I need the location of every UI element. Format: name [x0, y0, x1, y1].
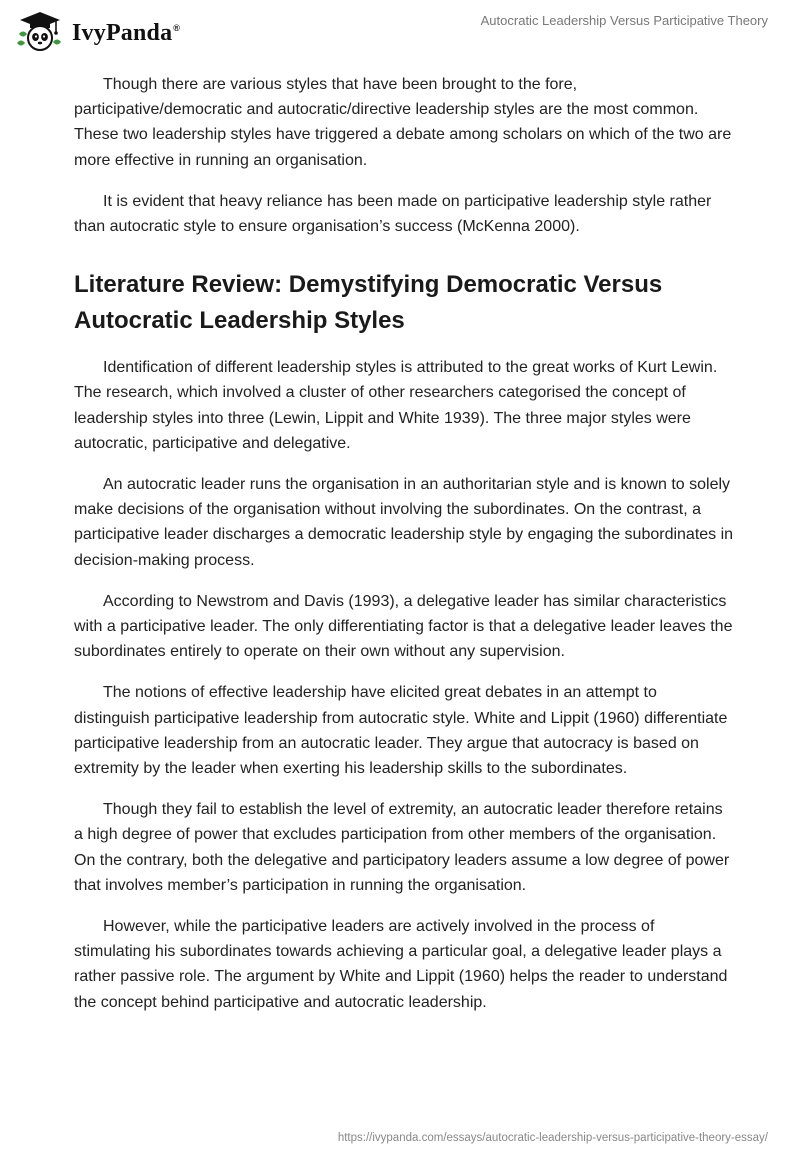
panda-graduate-icon	[16, 10, 64, 54]
page-header	[0, 0, 800, 64]
section-heading: Literature Review: Demystifying Democratic Versus Autocratic Leadership Styles	[74, 271, 663, 335]
paragraph: It is evident that heavy reliance has been made on participative leadership style rather than autocratic style to ensure organisation’s success (McKenna 2000).	[74, 192, 712, 236]
paragraph: The notions of effective leadership have elicited great debates in an attempt to distinguish participative leadership from autocratic style. White and Lippit (1960) differentiate participative leadership from an autocratic leader. They argue that autocracy is based on extremity by the leader when exerting his leadership skills to the subordinates.	[74, 684, 728, 778]
paragraph: Though they fail to establish the level of extremity, an autocratic leader therefore retains a high degree of power that excludes participation from other members of the organisation. On the contrary, both the delegative and participatory leaders assume a low degree of power that involves member’s participation in running the organisation.	[74, 801, 730, 894]
paragraph: According to Newstrom and Davis (1993), a delegative leader has similar characteristics with a participative leader. The only differentiating factor is that a delegative leader leaves the subordinates entirely to operate on their own without any supervision.	[74, 592, 733, 661]
document-title: Autocratic Leadership Versus Participative Theory	[480, 13, 768, 28]
source-url-link[interactable]: https://ivypanda.com/essays/autocratic-leadership-versus-participative-theory-essay/	[337, 1132, 768, 1144]
logo-wordmark: IvyPanda®	[72, 19, 181, 46]
paragraph: An autocratic leader runs the organisation in an authoritarian style and is known to solely make decisions of the organisation without involving the subordinates. On the contrast, a participative leader discharges a democratic leadership style by engaging the subordinates in decision-making process.	[74, 476, 734, 569]
paragraph: Identification of different leadership styles is attributed to the great works of Kurt Lewin. The research, which involved a cluster of other researchers categorised the concept of leadership styles into three (Lewin, Lippit and White 1939). The three major styles were autocratic, participative and delegative.	[74, 359, 718, 452]
ivypanda-logo[interactable]	[16, 10, 180, 54]
paragraph: Though there are various styles that have been brought to the fore, participative/democratic and autocratic/directive leadership styles are the most common. These two leadership styles have triggered a debate among scholars on which of the two are more effective in running an organisation.	[74, 76, 732, 169]
essay-body	[74, 72, 734, 1031]
paragraph: However, while the participative leaders are actively involved in the process of stimulating his subordinates towards achieving a particular goal, a delegative leader plays a rather passive role. The argument by White and Lippit (1960) helps the reader to understand the concept behind participative and autocratic leadership.	[74, 918, 728, 1011]
